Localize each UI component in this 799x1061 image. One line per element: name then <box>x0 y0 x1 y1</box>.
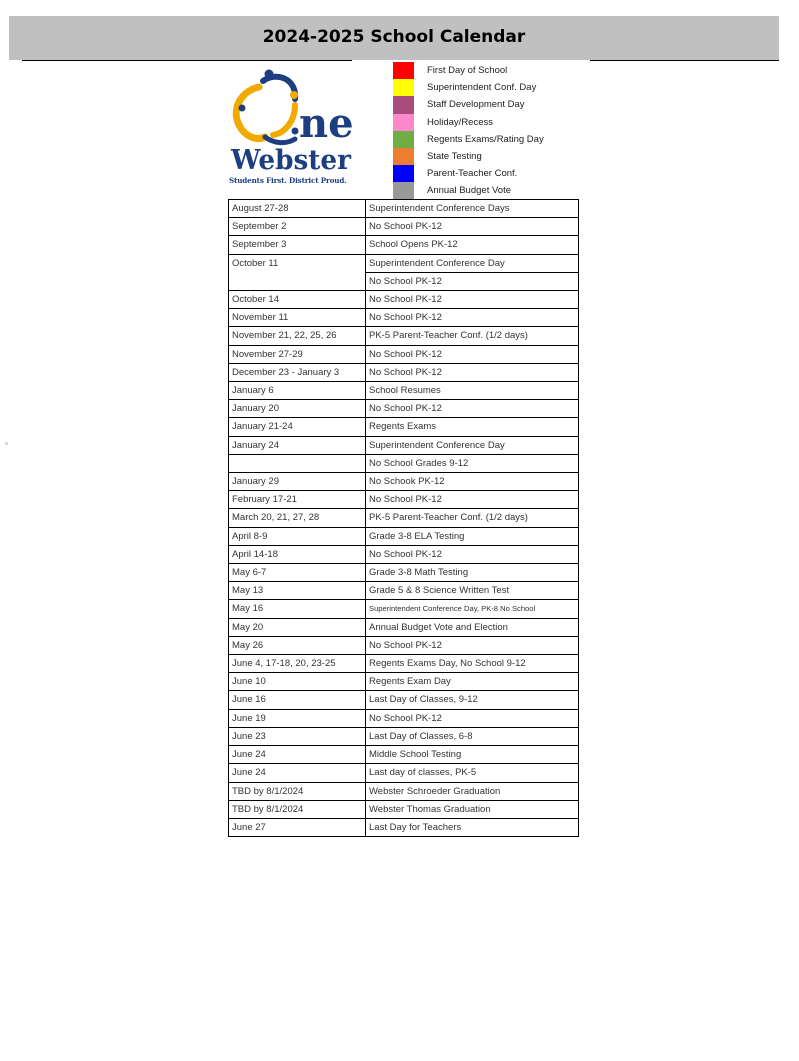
logo-text-webster: Webster <box>230 145 352 176</box>
table-row <box>229 600 579 618</box>
table-row <box>229 800 579 818</box>
legend-item <box>393 62 593 79</box>
table-row <box>229 582 579 600</box>
legend-label: Annual Budget Vote <box>427 185 511 197</box>
table-row <box>229 491 579 509</box>
date-cell: May 20 <box>229 618 366 636</box>
legend-label: Holiday/Recess <box>427 116 493 128</box>
event-cell: No School PK-12 <box>366 400 579 418</box>
date-cell: TBD by 8/1/2024 <box>229 800 366 818</box>
event-cell: Superintendent Conference Days <box>366 200 579 218</box>
table-row <box>229 764 579 782</box>
event-cell: PK-5 Parent-Teacher Conf. (1/2 days) <box>366 509 579 527</box>
event-cell: Last Day of Classes, 9-12 <box>366 691 579 709</box>
table-row <box>229 363 579 381</box>
date-cell: January 29 <box>229 473 366 491</box>
event-cell: No Schook PK-12 <box>366 473 579 491</box>
event-cell: School Resumes <box>366 382 579 400</box>
title-bar <box>9 16 779 60</box>
date-cell: June 16 <box>229 691 366 709</box>
title-underline-gap <box>352 60 590 61</box>
date-cell: October 14 <box>229 291 366 309</box>
event-cell: PK-5 Parent-Teacher Conf. (1/2 days) <box>366 327 579 345</box>
event-cell: No School PK-12 <box>366 345 579 363</box>
date-cell: April 14-18 <box>229 545 366 563</box>
table-row <box>229 709 579 727</box>
date-cell: May 16 <box>229 600 366 618</box>
date-cell: June 10 <box>229 673 366 691</box>
table-row <box>229 254 579 290</box>
page-title: 2024-2025 School Calendar <box>262 27 526 47</box>
one-webster-logo <box>229 65 354 189</box>
legend-swatch <box>393 148 414 165</box>
table-row <box>229 418 579 436</box>
table-row <box>229 618 579 636</box>
date-cell: May 26 <box>229 636 366 654</box>
legend-item <box>393 79 593 96</box>
legend-item <box>393 131 593 148</box>
table-row <box>229 218 579 236</box>
table-row <box>229 782 579 800</box>
table-row <box>229 454 579 472</box>
date-cell: December 23 - January 3 <box>229 363 366 381</box>
date-cell: June 23 <box>229 727 366 745</box>
event-cell: No School PK-12 <box>366 363 579 381</box>
event-cell: Last Day of Classes, 6-8 <box>366 727 579 745</box>
table-row <box>229 509 579 527</box>
date-cell: January 6 <box>229 382 366 400</box>
date-cell: November 27-29 <box>229 345 366 363</box>
event-cell: Webster Schroeder Graduation <box>366 782 579 800</box>
table-row <box>229 436 579 454</box>
table-row <box>229 545 579 563</box>
legend-swatch <box>393 114 414 131</box>
legend-item <box>393 96 593 113</box>
legend-swatch <box>393 182 414 199</box>
event-cell: No School PK-12 <box>366 291 579 309</box>
event-cell: Annual Budget Vote and Election <box>366 618 579 636</box>
legend-label: First Day of School <box>427 65 508 76</box>
table-row <box>229 382 579 400</box>
event-cell: No School PK-12 <box>366 545 579 563</box>
date-cell: June 19 <box>229 709 366 727</box>
legend-label: State Testing <box>427 151 482 162</box>
date-cell: September 3 <box>229 236 366 254</box>
event-cell: Grade 3-8 Math Testing <box>366 564 579 582</box>
legend-item <box>393 182 593 199</box>
date-cell: May 13 <box>229 582 366 600</box>
stray-mark <box>5 442 8 445</box>
date-cell: May 6-7 <box>229 564 366 582</box>
date-cell <box>229 454 366 472</box>
logo-text-ne: ne <box>299 100 354 147</box>
table-row <box>229 564 579 582</box>
table-row <box>229 291 579 309</box>
table-row <box>229 327 579 345</box>
legend-swatch <box>393 131 414 148</box>
date-cell: March 20, 21, 27, 28 <box>229 509 366 527</box>
date-cell: February 17-21 <box>229 491 366 509</box>
event-cell: Superintendent Conference Day <box>366 436 579 454</box>
date-cell: September 2 <box>229 218 366 236</box>
event-cell: Last Day for Teachers <box>366 818 579 836</box>
event-cell: Grade 5 & 8 Science Written Test <box>366 582 579 600</box>
calendar-table <box>228 199 579 837</box>
table-row <box>229 473 579 491</box>
table-row <box>229 818 579 836</box>
table-row <box>229 691 579 709</box>
table-row <box>229 200 579 218</box>
legend-label: Regents Exams/Rating Day <box>427 133 544 145</box>
date-cell: June 24 <box>229 764 366 782</box>
table-row <box>229 527 579 545</box>
legend-swatch <box>393 62 414 79</box>
legend-label: Superintendent Conf. Day <box>427 82 537 94</box>
table-row <box>229 636 579 654</box>
event-cell: Middle School Testing <box>366 746 579 764</box>
date-cell: November 11 <box>229 309 366 327</box>
legend-label: Parent-Teacher Conf. <box>427 168 518 180</box>
event-cell: No School Grades 9-12 <box>366 454 579 472</box>
event-cell: Regents Exams <box>366 418 579 436</box>
legend-swatch <box>393 165 414 182</box>
event-line: No School PK-12 <box>366 272 578 290</box>
legend-swatch <box>393 79 414 96</box>
event-cell: Regents Exam Day <box>366 673 579 691</box>
legend-label: Staff Development Day <box>427 99 525 111</box>
table-row <box>229 746 579 764</box>
date-cell: August 27-28 <box>229 200 366 218</box>
event-cell: No School PK-12 <box>366 636 579 654</box>
table-row <box>229 727 579 745</box>
date-cell: January 20 <box>229 400 366 418</box>
date-cell: January 21-24 <box>229 418 366 436</box>
table-row <box>229 655 579 673</box>
date-cell: January 24 <box>229 436 366 454</box>
event-cell: No School PK-12 <box>366 709 579 727</box>
event-cell: Superintendent Conference Day, PK-8 No School <box>366 600 579 618</box>
event-cell <box>366 254 579 290</box>
date-cell: June 4, 17-18, 20, 23-25 <box>229 655 366 673</box>
table-row <box>229 236 579 254</box>
event-cell: Regents Exams Day, No School 9-12 <box>366 655 579 673</box>
table-row <box>229 309 579 327</box>
event-cell: Grade 3-8 ELA Testing <box>366 527 579 545</box>
legend-item <box>393 165 593 182</box>
event-line: Superintendent Conference Day <box>369 257 505 269</box>
event-cell: Last day of classes, PK-5 <box>366 764 579 782</box>
logo-tagline: Students First. District Proud. <box>229 176 347 185</box>
date-cell: June 27 <box>229 818 366 836</box>
legend-item <box>393 148 593 165</box>
event-cell: No School PK-12 <box>366 491 579 509</box>
date-cell: October 11 <box>229 254 366 290</box>
table-row <box>229 400 579 418</box>
date-cell: TBD by 8/1/2024 <box>229 782 366 800</box>
date-cell: November 21, 22, 25, 26 <box>229 327 366 345</box>
legend-swatch <box>393 96 414 113</box>
date-cell: June 24 <box>229 746 366 764</box>
logo-figure-ring <box>236 70 298 143</box>
table-row <box>229 673 579 691</box>
event-cell: Webster Thomas Graduation <box>366 800 579 818</box>
legend-item <box>393 114 593 131</box>
table-row <box>229 345 579 363</box>
event-cell: School Opens PK-12 <box>366 236 579 254</box>
event-cell: No School PK-12 <box>366 218 579 236</box>
date-cell: April 8-9 <box>229 527 366 545</box>
event-cell: No School PK-12 <box>366 309 579 327</box>
